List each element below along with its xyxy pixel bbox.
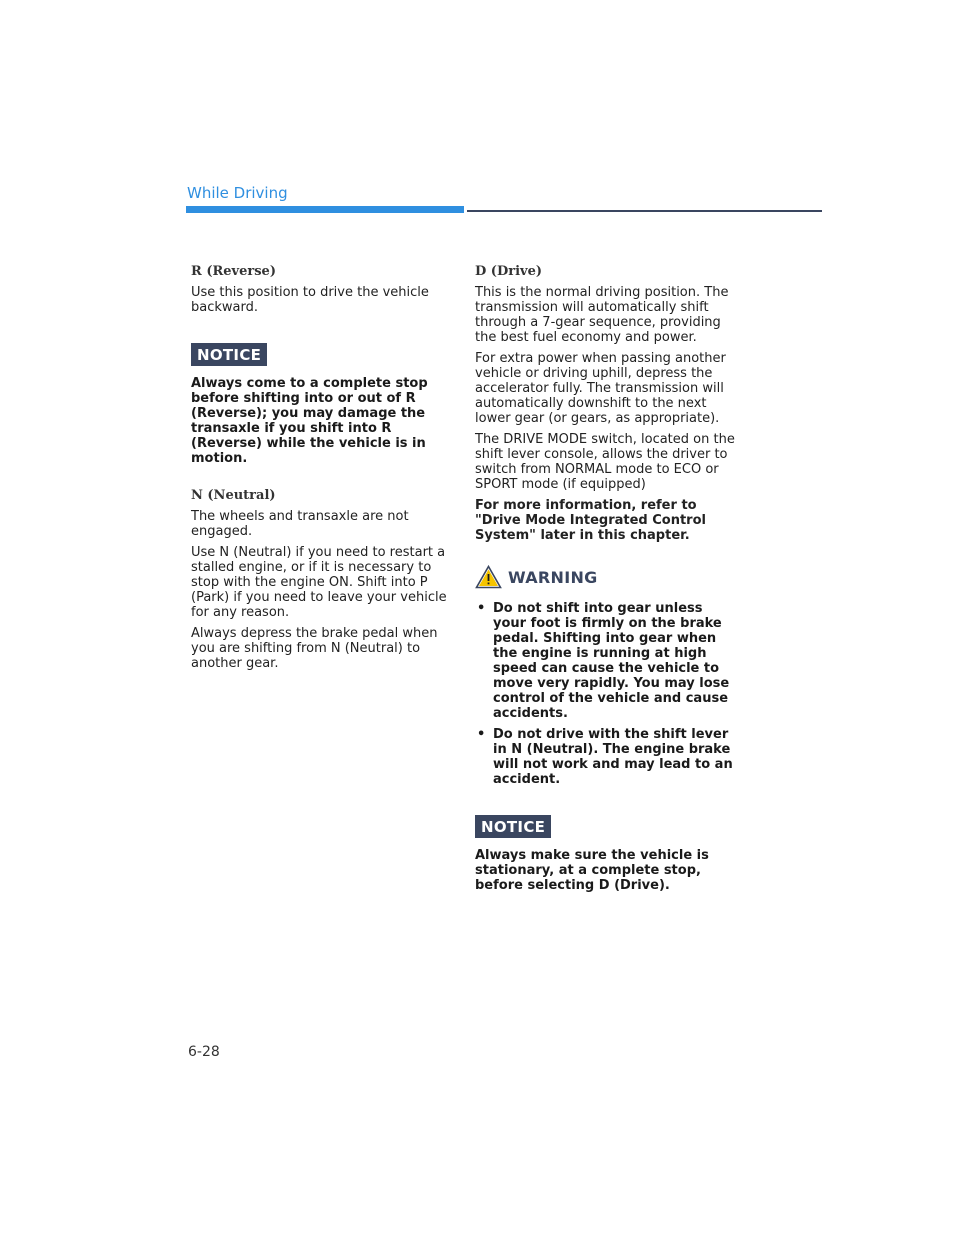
reverse-heading: R (Reverse) [191,264,276,279]
neutral-heading: N (Neutral) [191,488,276,503]
header-rule [467,210,822,212]
drive-paragraph: The DRIVE MODE switch, located on the shift lever console, allows the driver to switch from NORMAL mode to ECO or SPORT mode (if equipped) [475,432,735,492]
section-title: While Driving [187,184,288,202]
notice-badge: NOTICE [191,343,267,366]
notice-text: Always come to a complete stop before shifting into or out of R (Reverse); you may damage the transaxle if you shift into R (Reverse) while the vehicle is in motion. [191,376,428,466]
notice-badge: NOTICE [475,815,551,838]
warning-header [475,565,737,589]
warning-triangle-icon [475,565,502,589]
warning-list [475,601,737,787]
page-number: 6-28 [188,1044,220,1060]
drive-reference-note: For more information, refer to "Drive Mode Integrated Control System" later in this chapter. [475,498,706,543]
left-column [191,264,453,677]
notice-text: Always make sure the vehicle is stationary, at a complete stop, before selecting D (Drive). [475,848,709,893]
warning-item: • Do not drive with the shift lever in N (Neutral). The engine brake will not work and may lead to an accident. [475,727,737,787]
warning-label: WARNING [508,567,598,587]
neutral-paragraph: Always depress the brake pedal when you are shifting from N (Neutral) to another gear. [191,626,438,671]
reverse-text: Use this position to drive the vehicle backward. [191,285,429,315]
header-accent-bar [186,206,464,213]
warning-item: • Do not shift into gear unless your foot is firmly on the brake pedal. Shifting into gear when the engine is running at high speed can cause the vehicle to move very rapidly. You may lose control of the vehicle and cause accidents. [475,601,737,721]
drive-paragraph: This is the normal driving position. The transmission will automatically shift through a 7-gear sequence, providing the best fuel economy and power. [475,285,729,345]
neutral-paragraph: Use N (Neutral) if you need to restart a stalled engine, or if it is necessary to stop with the engine ON. Shift into P (Park) if you need to leave your vehicle for any reason. [191,545,447,620]
neutral-paragraph: The wheels and transaxle are not engaged. [191,509,409,539]
right-column [475,264,737,915]
drive-paragraph: For extra power when passing another vehicle or driving uphill, depress the accelerator fully. The transmission will automatically downshift to the next lower gear (or gears, as appropriate). [475,351,726,426]
drive-heading: D (Drive) [475,264,542,279]
